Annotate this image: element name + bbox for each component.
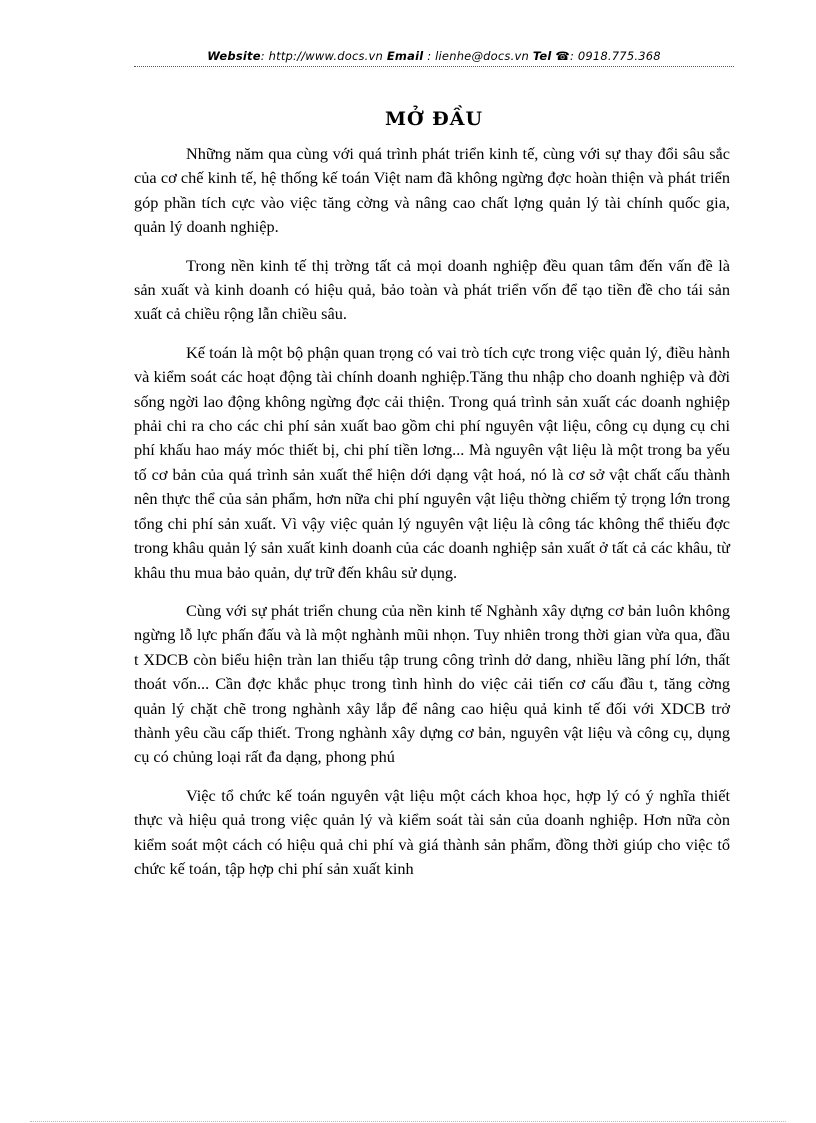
footer-divider (30, 1121, 786, 1122)
paragraph-3: Kế toán là một bộ phận quan trọng có vai trò tích cực trong việc quản lý, điều hành và kiểm soát các hoạt động tài chính doanh nghiệp.Tăng thu nhập cho doanh nghiệp và đời sống ngời lao động không ngừng đợc cải thiện. Trong quá trình sản xuất các doanh nghiệp phải chi ra cho các chi phí sản xuất bao gồm chi phí nguyên vật liệu, công cụ dụng cụ chi phí khấu hao máy móc thiết bị, chi phí tiền lơng... Mà nguyên vật liệu là một trong ba yếu tố cơ bản của quá trình sản xuất thể hiện dới dạng vật hoá, nó là cơ sở vật chất cấu thành nên thực thể của sản phẩm, hơn nữa chi phí nguyên vật liệu thờng chiếm tỷ trọng lớn trong tổng chi phí sản xuất. Vì vậy việc quản lý nguyên vật liệu là công tác không thể thiếu đợc trong khâu quản lý sản xuất kinh doanh của các doanh nghiệp sản xuất ở tất cả các khâu, từ khâu thu mua bảo quản, dự trữ đến khâu sử dụng. (134, 342, 730, 582)
document-body (134, 142, 730, 895)
website-label: Website (207, 49, 261, 63)
paragraph-4: Cùng với sự phát triển chung của nền kinh tế Nghành xây dựng cơ bản luôn không ngừng lỗ lực phấn đấu và là một nghành mũi nhọn. Tuy nhiên trong thời gian vừa qua, đầu t XDCB còn biểu hiện tràn lan thiếu tập trung công trình dở dang, nhiều lãng phí lớn, thất thoát vốn... Cần đợc khắc phục trong tình hình do việc cải tiến cơ cấu đầu t, tăng cờng quản lý chặt chẽ trong nghành xây lắp để nâng cao hiệu quả kinh tế đối với XDCB trở thành yêu cầu cấp thiết. Trong nghành xây dựng cơ bản, nguyên vật liệu và công cụ, dụng cụ có chủng loại rất đa dạng, phong phú (134, 600, 730, 767)
paragraph-2: Trong nền kinh tế thị trờng tất cả mọi doanh nghiệp đều quan tâm đến vấn đề là sản xuất và kinh doanh có hiệu quả, bảo toàn và phát triển vốn để tạo tiền đề cho tái sản xuất cả chiều rộng lẫn chiều sâu. (134, 255, 730, 324)
website-value[interactable]: : http://www.docs.vn (260, 49, 387, 63)
page-header (134, 49, 734, 63)
header-divider (134, 66, 734, 67)
email-value[interactable]: : lienhe@docs.vn (423, 49, 533, 63)
phone-icon: ☎ (555, 49, 570, 63)
tel-value: : 0918.775.368 (569, 49, 661, 63)
paragraph-1: Những năm qua cùng với quá trình phát triển kinh tế, cùng với sự thay đổi sâu sắc của cơ chế kinh tế, hệ thống kế toán Việt nam đã không ngừng đợc hoàn thiện và phát triển góp phần tích cực vào việc tăng cờng và nâng cao chất lợng quản lý tài chính quốc gia, quản lý doanh nghiệp. (134, 144, 730, 237)
document-title: MỞ ĐẦU (384, 108, 484, 130)
paragraph-5: Việc tổ chức kế toán nguyên vật liệu một cách khoa học, hợp lý có ý nghĩa thiết thực và hiệu quả trong việc quản lý và kiểm soát tài sản của doanh nghiệp. Hơn nữa còn kiểm soát một cách có hiệu quả chi phí và giá thành sản phẩm, đồng thời giúp cho việc tổ chức kế toán, tập hợp chi phí sản xuất kinh (134, 785, 730, 878)
tel-label: Tel (532, 49, 552, 63)
email-label: Email (386, 49, 424, 63)
